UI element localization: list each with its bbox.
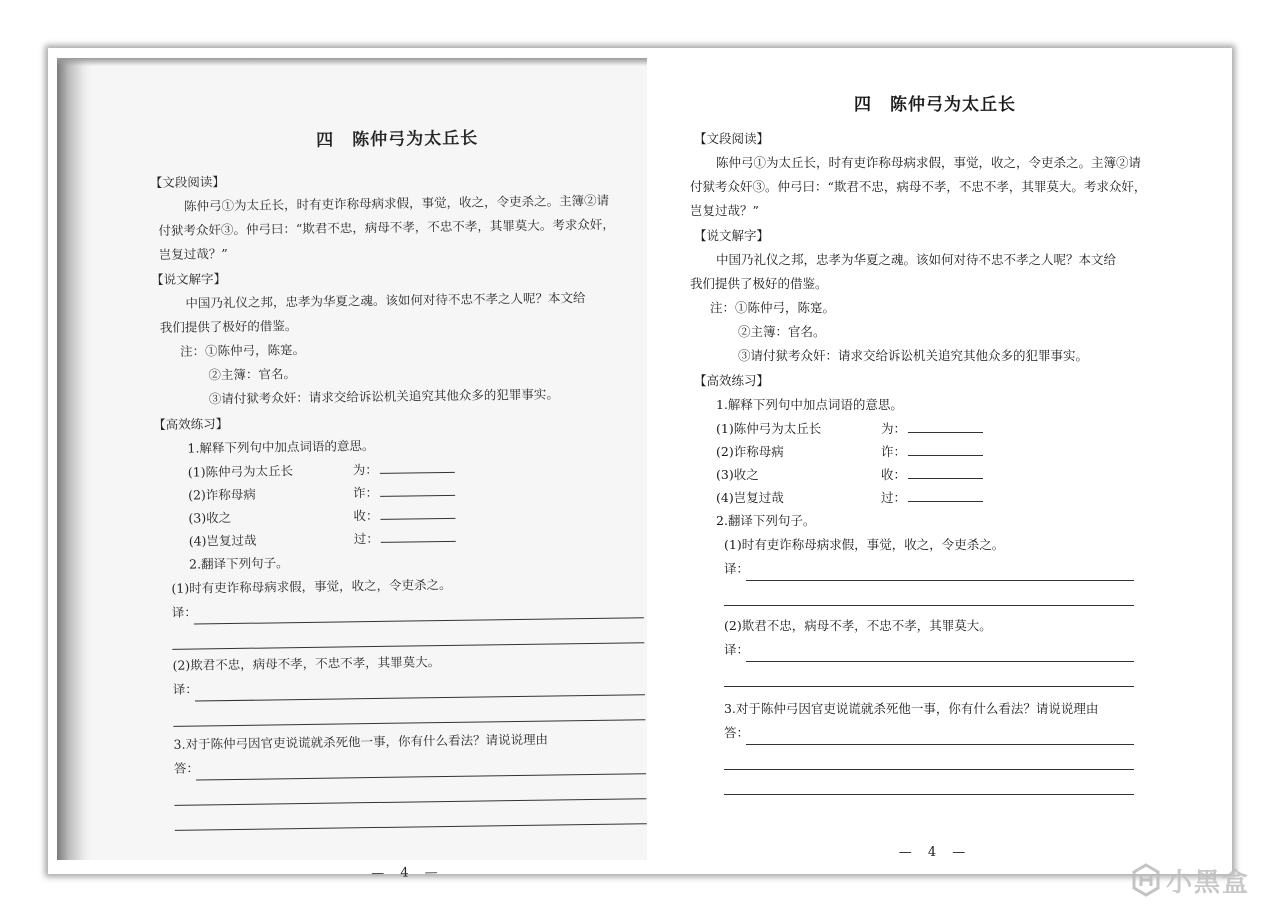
answer-line[interactable]: 答： xyxy=(174,750,646,781)
vocab-item: (4)岂复过哉 过： xyxy=(189,523,643,552)
section-practice-heading: 【高效练习】 xyxy=(694,373,770,388)
reading-line: 付狱考众奸③。仲弓曰：“欺君不忠，病母不孝，不忠不孝，其罪莫大。考求众奸， xyxy=(158,216,615,238)
answer-blank[interactable] xyxy=(380,503,455,520)
vocab-item: (1)陈仲弓为太丘长 为： xyxy=(716,417,1150,440)
page-title: 四 陈仲弓为太丘长 xyxy=(854,95,1016,115)
xiaoheihe-logo-icon xyxy=(1132,864,1160,896)
answer-blank[interactable] xyxy=(908,463,983,479)
scan-top-shadow xyxy=(57,58,647,66)
answer-line[interactable]: 答： xyxy=(724,721,1134,745)
question-2-sub-2: (2)欺君不忠，病母不孝，不忠不孝，其罪莫大。 xyxy=(172,654,441,673)
question-2: 2.翻译下列句子。 xyxy=(716,513,816,528)
answer-blank[interactable] xyxy=(908,417,983,433)
explain-line: 我们提供了极好的借鉴。 xyxy=(159,318,298,335)
vocab-item: (4)岂复过哉 过： xyxy=(716,486,1150,509)
answer-line[interactable] xyxy=(724,581,1134,606)
page-number: — 4 — xyxy=(371,865,444,882)
note-line: ③请付狱考众奸：请求交给诉讼机关追究其他众多的犯罪事实。 xyxy=(738,348,1089,363)
note-line: ③请付狱考众奸：请求交给诉讼机关追究其他众多的犯罪事实。 xyxy=(208,386,559,407)
watermark-text: 小黑盒 xyxy=(1165,867,1250,898)
answer-blank[interactable] xyxy=(908,440,983,456)
vocab-item: (3)收之 收： xyxy=(716,463,1150,486)
vocab-item: (3)收之 收： xyxy=(188,500,642,529)
answer-line[interactable] xyxy=(724,662,1134,687)
question-2-sub-1: (1)时有吏诈称母病求假，事觉，收之，令吏杀之。 xyxy=(171,576,452,596)
explain-line: 我们提供了极好的借鉴。 xyxy=(690,276,828,291)
reading-line: 付狱考众奸③。仲弓曰：“欺君不忠，病母不孝，不忠不孝，其罪莫大。考求众奸， xyxy=(690,179,1147,194)
question-2-sub-1: (1)时有吏诈称母病求假，事觉，收之，令吏杀之。 xyxy=(724,537,1005,552)
answer-line[interactable] xyxy=(724,745,1134,770)
note-line: 注：①陈仲弓，陈寔。 xyxy=(710,300,836,315)
right-page xyxy=(690,90,1160,860)
translation-line[interactable]: 译： xyxy=(173,671,645,702)
reading-line: 岂复过哉？” xyxy=(158,246,228,262)
answer-line[interactable] xyxy=(724,770,1134,795)
answer-blank[interactable] xyxy=(380,480,455,497)
reading-line: 陈仲弓①为太丘长，时有吏诈称母病求假，事觉，收之，令吏杀之。主簿②请 xyxy=(183,192,610,214)
page-number: — 4 — xyxy=(898,845,972,860)
page-title: 四 陈仲弓为太丘长 xyxy=(316,128,479,151)
question-3: 3.对于陈仲弓因官吏说谎就杀死他一事，你有什么看法？请说说理由 xyxy=(173,731,549,752)
answer-blank[interactable] xyxy=(381,526,456,543)
section-reading-heading: 【文段阅读】 xyxy=(149,174,225,191)
note-line: 注：①陈仲弓，陈寔。 xyxy=(180,341,306,359)
section-practice-heading: 【高效练习】 xyxy=(153,416,229,433)
scan-binding-shadow xyxy=(57,58,91,860)
left-page xyxy=(57,58,647,882)
answer-blank[interactable] xyxy=(380,457,455,474)
question-2-sub-2: (2)欺君不忠，病母不孝，不忠不孝，其罪莫大。 xyxy=(724,618,992,633)
section-explain-heading: 【说文解字】 xyxy=(151,271,227,288)
left-page-content xyxy=(149,121,648,884)
question-1: 1.解释下列句中加点词语的意思。 xyxy=(716,397,903,412)
question-2: 2.翻译下列句子。 xyxy=(188,555,289,572)
translation-line[interactable]: 译： xyxy=(724,638,1134,662)
note-line: ②主簿：官名。 xyxy=(208,366,297,383)
section-reading-heading: 【文段阅读】 xyxy=(694,131,770,146)
note-line: ②主簿：官名。 xyxy=(738,324,826,339)
question-3: 3.对于陈仲弓因官吏说谎就杀死他一事，你有什么看法？请说说理由 xyxy=(724,701,1099,716)
answer-line[interactable] xyxy=(174,799,646,831)
question-1: 1.解释下列句中加点词语的意思。 xyxy=(187,437,375,456)
translation-line[interactable]: 译： xyxy=(724,557,1134,581)
vocab-item: (2)诈称母病 诈： xyxy=(716,440,1150,463)
answer-blank[interactable] xyxy=(908,486,983,502)
translation-line[interactable]: 译： xyxy=(172,594,644,625)
reading-line: 陈仲弓①为太丘长，时有吏诈称母病求假，事觉，收之，令吏杀之。主簿②请 xyxy=(716,155,1142,170)
explain-line: 中国乃礼仪之邦，忠孝为华夏之魂。该如何对待不忠不孝之人呢？本文给 xyxy=(716,252,1117,267)
vocab-item: (1)陈仲弓为太丘长 为： xyxy=(188,454,642,483)
reading-line: 岂复过哉？” xyxy=(690,203,759,218)
explain-line: 中国乃礼仪之邦，忠孝为华夏之魂。该如何对待不忠不孝之人呢？本文给 xyxy=(185,290,586,311)
section-explain-heading: 【说文解字】 xyxy=(694,228,770,243)
right-page-content xyxy=(690,90,1150,860)
vocab-item: (2)诈称母病 诈： xyxy=(188,477,642,506)
watermark xyxy=(1132,858,1250,902)
